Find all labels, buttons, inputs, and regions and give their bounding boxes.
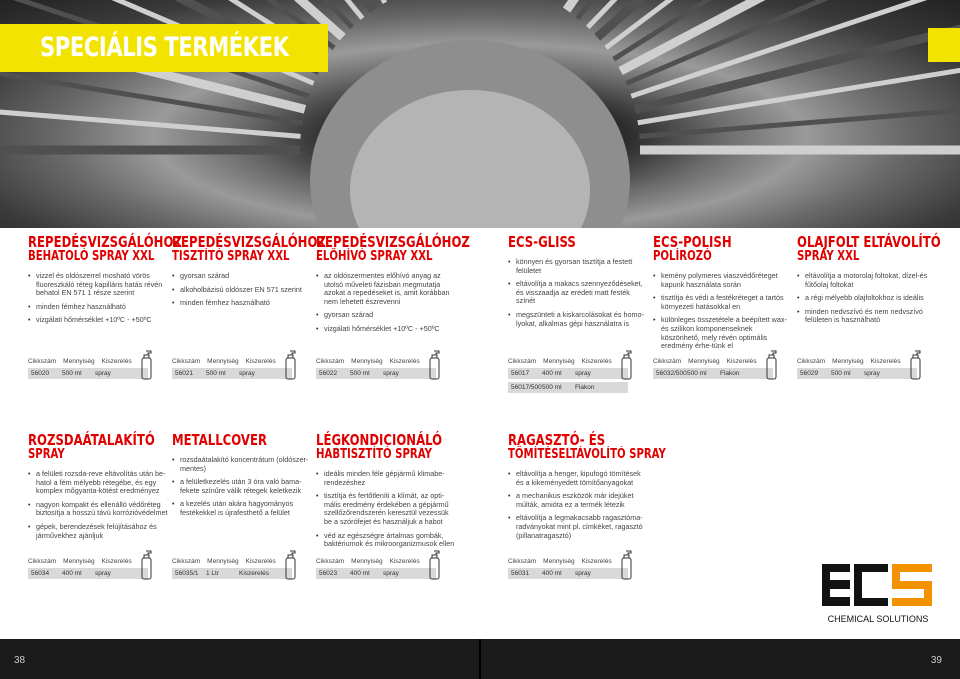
spray-can-icon — [284, 550, 298, 580]
feature-item: • az oldószermentes előhívó anyag az utolsó műveleti fázisban megmutatja azokat a repedéseket is, amit korábban nem lehetett észrevenni — [316, 272, 456, 306]
product-block — [653, 234, 793, 356]
feature-list — [508, 470, 648, 540]
product-subtitle: HABTISZTÍTÓ SPRAY — [316, 447, 432, 462]
table-row — [653, 368, 773, 379]
table-header-cell: Cikkszám — [653, 358, 682, 365]
feature-item: • eltávolítja a makacs szennyeződéseket, és visszaadja az eredeti matt festék színét — [508, 280, 648, 306]
product-title: REPEDÉSVIZSGÁLÓHOZ — [172, 233, 326, 251]
product-title: OLAJFOLT ELTÁVOLÍTÓ — [797, 233, 941, 251]
feature-list — [172, 456, 312, 518]
spray-can-icon — [620, 550, 634, 580]
spray-can — [284, 350, 298, 385]
table-cell: 400 ml — [542, 370, 562, 377]
spray-can — [620, 350, 634, 385]
spray-can-icon — [140, 350, 154, 380]
turbine-blade — [0, 78, 301, 137]
table-header — [28, 558, 148, 568]
table-header — [653, 358, 773, 368]
spray-can-icon — [909, 350, 923, 380]
table-cell: Kiszerelés — [239, 570, 269, 577]
feature-item: • vizgálati hőmérséklet +10ºC - +50ºC — [316, 325, 456, 334]
product-subtitle: TÖMÍTÉSELTÁVOLÍTÓ SPRAY — [508, 447, 666, 462]
spray-can — [428, 550, 442, 585]
table-header — [316, 558, 436, 568]
feature-item: • rozsdaátalakító koncentrátum (oldószer-mentes) — [172, 456, 312, 473]
product-block — [28, 233, 182, 330]
feature-list — [28, 272, 168, 325]
feature-item: • gépek, berendezések felújításához és járművekhez ajánljuk — [28, 523, 168, 540]
feature-item: • kemény polymeres viaszvédőréteget kapunk használata során — [653, 272, 793, 289]
page-title: SPECIÁLIS TERMÉKEK — [40, 32, 289, 63]
product-subtitle: BEHATOLÓ SPRAY XXL — [28, 249, 155, 264]
table-header-cell: Mennyiség — [543, 558, 575, 565]
ecs-logo-graphic — [818, 558, 938, 630]
table-header-cell: Mennyiség — [351, 358, 383, 365]
table-cell: 500 ml — [350, 370, 370, 377]
feature-item: • a régi mélyebb olajfoltokhoz is ideális — [797, 294, 937, 303]
feature-list — [316, 272, 456, 334]
feature-item: • könnyen és gyorsan tisztítja a festett felületet — [508, 258, 648, 275]
table-cell: 400 ml — [62, 570, 82, 577]
table-row — [508, 568, 628, 579]
feature-item: • eltávolítja a legmakacsabb ragasztóma-radványokat mint pl. címkéket, ragasztó (pillanatragasztó) — [508, 514, 648, 540]
product-table — [316, 558, 436, 582]
table-cell: Flakon — [575, 384, 595, 391]
table-cell: 56023 — [319, 570, 338, 577]
table-cell: 56017 — [511, 370, 530, 377]
table-header-cell: Kiszerelés — [726, 358, 757, 365]
table-cell: 500 ml — [687, 370, 707, 377]
product-title: ECS-POLISH — [653, 233, 732, 251]
product-subtitle: SPRAY XXL — [797, 249, 860, 264]
spray-can-icon — [140, 550, 154, 580]
table-cell: 56022 — [319, 370, 338, 377]
table-row — [172, 368, 292, 379]
table-cell: spray — [864, 370, 880, 377]
product-title: RAGASZTÓ- ÉS — [508, 431, 606, 449]
feature-item: • minden fémhez használható — [28, 303, 168, 312]
feature-item: • véd az egészségre ártalmas gombák, baktériumok és mikroorganizmusok ellen — [316, 532, 456, 549]
product-block — [172, 432, 312, 523]
table-row — [508, 368, 628, 379]
product-subtitle: SPRAY — [28, 447, 65, 462]
product-subtitle: POLÍROZÓ — [653, 249, 712, 264]
product-block — [797, 233, 941, 330]
product-table — [28, 358, 148, 382]
table-cell: spray — [575, 570, 591, 577]
feature-item: • tisztítja és védi a festékréteget a tartós környezeti hatásokkal en — [653, 294, 793, 311]
table-header-cell: Mennyiség — [543, 358, 575, 365]
table-header-cell: Kiszerelés — [870, 358, 901, 365]
table-row — [797, 368, 917, 379]
feature-item: • minden fémhez használható — [172, 299, 312, 308]
logo-s-block — [892, 564, 932, 606]
product-table — [653, 358, 773, 382]
table-header-cell: Mennyiség — [832, 358, 864, 365]
table-header-cell: Cikkszám — [172, 358, 201, 365]
product-block — [508, 234, 648, 333]
table-row — [28, 368, 148, 379]
table-header-cell: Mennyiség — [63, 358, 95, 365]
feature-list — [172, 272, 312, 308]
table-header-cell: Kiszerelés — [389, 558, 420, 565]
feature-list — [797, 272, 937, 325]
table-cell: spray — [95, 570, 111, 577]
spray-can — [428, 350, 442, 385]
feature-item: • a felületi rozsda-reve eltávolítás után be-hatol a fém mélyebb rétegébe, és egy komplex mőgyanta-kötést eredményez — [28, 470, 168, 496]
table-cell: spray — [383, 570, 399, 577]
table-header — [797, 358, 917, 368]
page-number-left: 38 — [14, 655, 26, 666]
spray-can-icon — [428, 550, 442, 580]
feature-item: • a felületkezelés után 3 óra való bama-fekete színűre válik rétegek keletkezik — [172, 478, 312, 495]
table-header — [172, 558, 292, 568]
product-subtitle: TISZTÍTÓ SPRAY XXL — [172, 249, 290, 264]
table-header-cell: Cikkszám — [797, 358, 826, 365]
spray-can — [765, 350, 779, 385]
page-number-right: 39 — [930, 655, 942, 666]
table-header-cell: Cikkszám — [28, 358, 57, 365]
page-footer — [0, 639, 960, 679]
feature-item: • különleges összetétele a beépített wax-és szilikon komponenseknek köszönhető, mely révén optimális eredmény érhe-tünk el — [653, 316, 793, 350]
feature-item: • nagyon kompakt és ellenálló védőréteg biztosítja a hosszú távú korrózióvédelmet — [28, 501, 168, 518]
feature-item: • alkoholbázisú oldószer EN 571 szerint — [172, 286, 312, 295]
product-title: ECS-GLISS — [508, 233, 576, 251]
table-cell: spray — [575, 370, 591, 377]
spray-can-icon — [765, 350, 779, 380]
feature-list — [508, 258, 648, 328]
table-header-cell: Kiszerelés — [245, 358, 276, 365]
page-title-banner — [0, 24, 328, 72]
table-cell: 500 ml — [542, 384, 562, 391]
table-cell: 56021 — [175, 370, 194, 377]
table-cell: 56020 — [31, 370, 50, 377]
spray-can — [620, 550, 634, 585]
feature-item: • a kezelés után akára hagyományos festékekkel is újrafesthető a felület — [172, 500, 312, 517]
table-header-cell: Kiszerelés — [581, 558, 612, 565]
feature-item: • vizgálati hőmérséklet +10ºC - +50ºC — [28, 316, 168, 325]
spray-can-icon — [620, 350, 634, 380]
spray-can-icon — [428, 350, 442, 380]
table-cell: Flakon — [720, 370, 740, 377]
spray-can — [909, 350, 923, 385]
table-cell: 1 Ltr — [206, 570, 220, 577]
table-header-cell: Cikkszám — [316, 358, 345, 365]
table-header — [508, 358, 628, 368]
table-row — [316, 568, 436, 579]
feature-item: • megszünteti a kiskarcolásokat és homo-lyokat, alkalmas gépi használatra is — [508, 311, 648, 328]
table-header-cell: Cikkszám — [28, 558, 57, 565]
feature-item: • eltávolítja a henger, kipufogó tömítések és a kikeményedett tömítőanyagokat — [508, 470, 648, 487]
feature-item: • tisztítja és fertőtleníti a klímát, az opti-mális eredmény érdekében a gépjármű szellőzőrendszerén keresztül vezessük be a szórófejet és használjuk a habot — [316, 492, 456, 526]
product-table — [172, 558, 292, 582]
table-row — [28, 568, 148, 579]
product-subtitle: ELŐHÍVÓ SPRAY XXL — [316, 249, 433, 264]
table-header-cell: Cikkszám — [508, 358, 537, 365]
spray-can — [140, 550, 154, 585]
table-cell: 56035/1 — [175, 570, 199, 577]
table-header — [28, 358, 148, 368]
table-header-cell: Kiszerelés — [101, 358, 132, 365]
table-cell: 56034 — [31, 570, 50, 577]
table-header-cell: Mennyiség — [351, 558, 383, 565]
table-header-cell: Kiszerelés — [245, 558, 276, 565]
table-header — [316, 358, 436, 368]
feature-item: • a mechanikus eszközök már idejüket múlták, amióta ez a termék létezik — [508, 492, 648, 509]
table-row — [508, 382, 628, 393]
table-header-cell: Mennyiség — [688, 358, 720, 365]
feature-list — [653, 272, 793, 351]
product-title: REPEDÉSVIZSGÁLÓHOZ — [28, 233, 182, 251]
table-cell: spray — [383, 370, 399, 377]
feature-item: • gyorsan szárad — [172, 272, 312, 281]
product-block — [172, 233, 326, 313]
table-cell: 56017/500 — [511, 384, 542, 391]
table-row — [172, 568, 292, 579]
product-table — [28, 558, 148, 582]
table-cell: 56031 — [511, 570, 530, 577]
product-block — [508, 431, 666, 545]
table-cell: 500 ml — [206, 370, 226, 377]
feature-item: • minden nedvszívó és nem nedvszívó felületen is használható — [797, 308, 937, 325]
page-divider — [479, 639, 481, 679]
feature-list — [316, 470, 456, 549]
table-cell: 56032/500 — [656, 370, 687, 377]
table-header-cell: Kiszerelés — [389, 358, 420, 365]
table-header-cell: Cikkszám — [508, 558, 537, 565]
spray-can-icon — [284, 350, 298, 380]
product-title: ROZSDAÁTALAKÍTÓ — [28, 431, 155, 449]
feature-item: • eltávolítja a motorolaj foltokat, dízel-és fűtőolaj foltokat — [797, 272, 937, 289]
table-cell: spray — [239, 370, 255, 377]
logo-e-block — [822, 564, 850, 606]
turbine-blade — [638, 6, 960, 123]
feature-item: • ideális minden féle gépjármű klimabe-rendezéshez — [316, 470, 456, 487]
table-cell: 400 ml — [542, 570, 562, 577]
table-cell: 500 ml — [62, 370, 82, 377]
product-block — [316, 432, 456, 554]
table-cell: 500 ml — [831, 370, 851, 377]
turbine-blade — [639, 78, 960, 137]
table-header-cell: Mennyiség — [207, 358, 239, 365]
table-row — [316, 368, 436, 379]
feature-list — [28, 470, 168, 540]
logo-tagline: CHEMICAL SOLUTIONS — [827, 614, 929, 624]
product-table — [508, 358, 628, 396]
table-header-cell: Cikkszám — [172, 558, 201, 565]
table-header-cell: Kiszerelés — [101, 558, 132, 565]
table-header-cell: Mennyiség — [207, 558, 239, 565]
product-table — [172, 358, 292, 382]
product-table — [508, 558, 628, 582]
corner-accent — [928, 28, 960, 62]
table-cell: spray — [95, 370, 111, 377]
table-cell: 56029 — [800, 370, 819, 377]
product-title: METALLCOVER — [172, 431, 267, 449]
table-cell: 400 ml — [350, 570, 370, 577]
feature-item: • vizzel és oldószerrel mosható vörös fluoreszkáló réteg kapilláris hatás révén behatol EN 571 1 része szerint — [28, 272, 168, 298]
product-block — [316, 233, 470, 339]
turbine-blade — [621, 0, 960, 71]
table-header — [172, 358, 292, 368]
product-table — [316, 358, 436, 382]
feature-item: • gyorsan szárad — [316, 311, 456, 320]
table-header-cell: Cikkszám — [316, 558, 345, 565]
product-title: LÉGKONDICIONÁLÓ — [316, 431, 443, 449]
product-title: REPEDÉSVIZSGÁLÓHOZ — [316, 233, 470, 251]
spray-can — [284, 550, 298, 585]
table-header-cell: Kiszerelés — [581, 358, 612, 365]
spray-can — [140, 350, 154, 385]
product-table — [797, 358, 917, 382]
product-block — [28, 432, 168, 545]
table-header-cell: Mennyiség — [63, 558, 95, 565]
ecs-logo — [818, 558, 938, 630]
table-header — [508, 558, 628, 568]
